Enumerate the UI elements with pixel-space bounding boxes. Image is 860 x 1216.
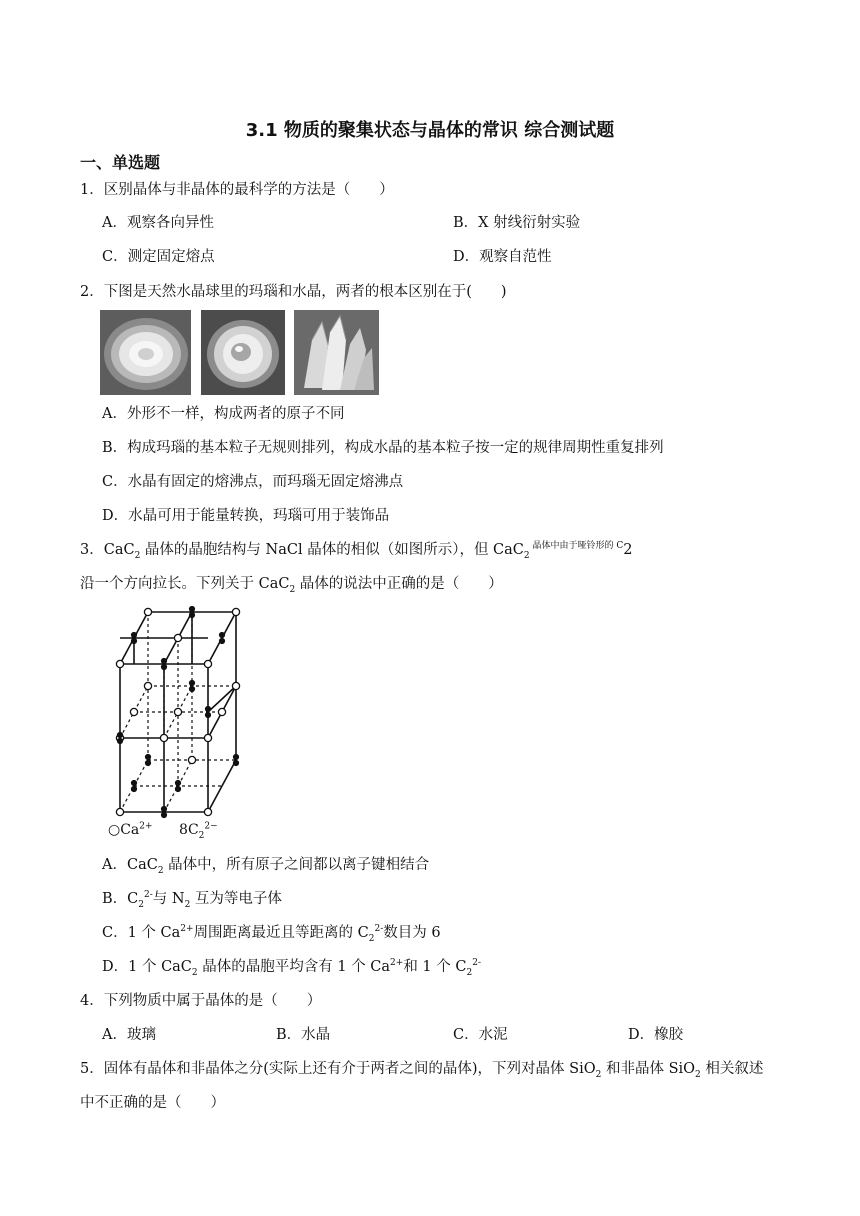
q4-option-d: D．橡胶: [628, 1027, 684, 1043]
q1-option-a: A．观察各向异性: [102, 215, 214, 231]
question-4-stem: [80, 991, 321, 1011]
question-1-stem: [80, 180, 394, 200]
question-text: ．区别晶体与非晶体的最科学的方法是（ ）: [89, 182, 394, 198]
question-number: 1: [80, 182, 90, 198]
q3-option-b: B．$C_2^{2-}$与 $N_2$ 互为等电子体: [102, 890, 282, 910]
unit-cell-legend: $○Ca^{2+}$ $8C_2^{2-}$: [108, 821, 218, 841]
q2-option-d: D．水晶可用于能量转换，玛瑙可用于装饰品: [102, 508, 390, 524]
q4-option-a: A．玻璃: [102, 1027, 156, 1043]
q1-option-d: D．观察自范性: [453, 249, 552, 265]
c2-ion-legend-icon: 8: [179, 822, 188, 838]
question-number: 3: [80, 542, 90, 558]
agate-slice-photo: [100, 310, 191, 395]
q1-option-c: C．测定固定熔点: [102, 249, 215, 265]
q2-option-c: C．水晶有固定的熔沸点，而玛瑙无固定熔沸点: [102, 474, 404, 490]
question-number: 5: [80, 1061, 90, 1077]
page-title: 3.1 物质的聚集状态与晶体的常识 综合测试题: [245, 120, 615, 141]
geode-photo: [201, 310, 285, 395]
quartz-crystal-photo: [294, 310, 379, 395]
q2-option-a: A．外形不一样，构成两者的原子不同: [102, 406, 345, 422]
q2-option-b: B．构成玛瑙的基本粒子无规则排列，构成水晶的基本粒子按一定的规律周期性重复排列: [102, 440, 664, 456]
q3-option-d: D．1 个 CaC$_2$ 晶体的晶胞平均含有 1 个 $Ca^{2+}$和 1 个 $C_2^{2-}$: [102, 958, 481, 978]
question-text: ．下图是天然水晶球里的玛瑙和水晶，两者的根本区别在于( ): [89, 284, 507, 300]
cac2-unit-cell-figure: [100, 604, 250, 848]
question-number: 4: [80, 993, 90, 1009]
question-number: 2: [80, 284, 90, 300]
section-heading: 一、单选题: [80, 153, 161, 172]
q1-option-b: B．X 射线衍射实验: [453, 215, 581, 231]
question-5-stem-line-2: 中不正确的是（ ）: [80, 1095, 225, 1111]
question-text: ．下列物质中属于晶体的是（ ）: [89, 993, 322, 1009]
question-3-stem-line-2: 沿一个方向拉长。下列关于 CaC$_2$ 晶体的说法中正确的是（ ）: [80, 576, 503, 595]
q4-option-c: C．水泥: [453, 1027, 508, 1043]
q4-option-b: B．水晶: [276, 1027, 331, 1043]
unit-cell-diagram: [100, 604, 250, 844]
ca-ion-legend-icon: ○: [108, 822, 121, 838]
question-2-stem: [80, 282, 507, 302]
q3-option-c: C．1 个 $Ca^{2+}$周围距离最近且等距离的 $C_2^{2-}$数目为 6: [102, 924, 441, 944]
question-3-stem-line-1: 3．CaC$_2$ 晶体的晶胞结构与 NaCl 晶体的相似（如图所示），但 CaC$_2$ $^{晶体中由于哑铃形的 C}$2: [80, 541, 633, 561]
question-5-stem-line-1: 5．固体有晶体和非晶体之分(实际上还有介于两者之间的晶体)，下列对晶体 SiO$_2$ 和非晶体 SiO$_2$ 相关叙述: [80, 1061, 764, 1080]
q3-option-a: A．CaC$_2$ 晶体中，所有原子之间都以离子键相结合: [102, 857, 430, 876]
